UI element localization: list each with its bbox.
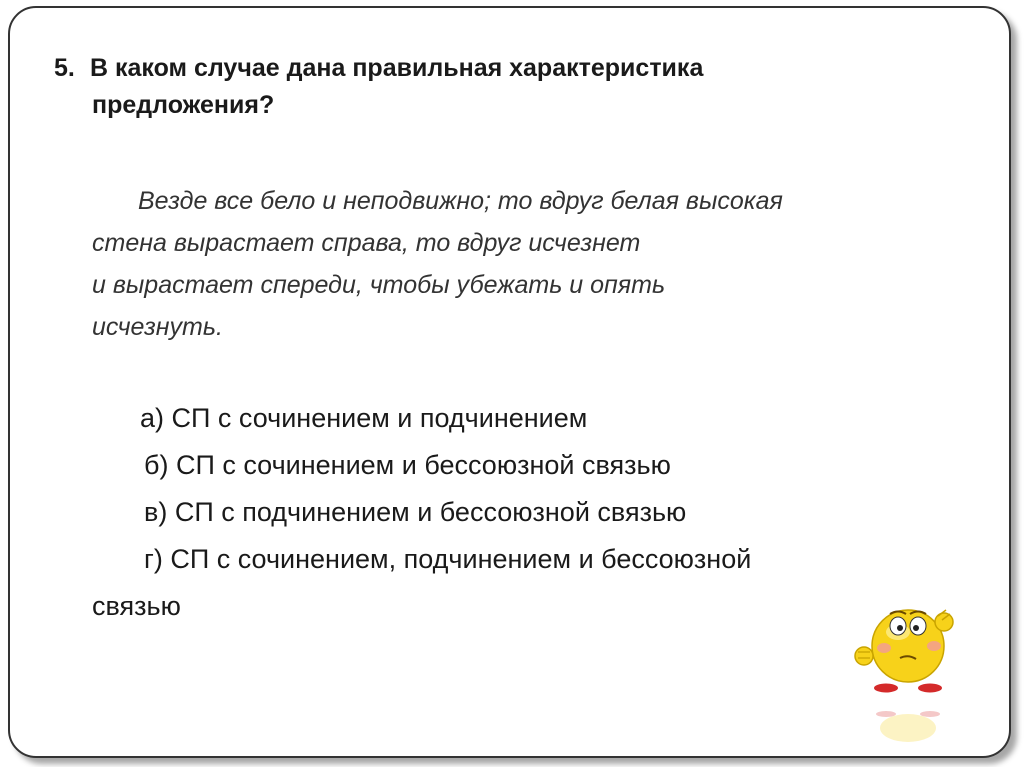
question — [54, 50, 914, 124]
excerpt — [92, 180, 962, 348]
excerpt-line-1: Везде все бело и неподвижно; то вдруг белая высокая — [138, 187, 783, 215]
excerpt-line-2: стена вырастает справа, то вдруг исчезнет — [92, 229, 641, 257]
question-number: 5. — [54, 54, 75, 82]
answer-option-d-line-2: связью — [92, 591, 181, 621]
answer-options — [92, 395, 972, 630]
answer-option-a: а) СП с сочинением и подчинением — [140, 403, 588, 433]
answer-option-b: б) СП с сочинением и бессоюзной связью — [144, 450, 671, 480]
excerpt-line-4: исчезнуть. — [92, 313, 223, 341]
answer-option-d-line-1: г) СП с сочинением, подчинением и бессоюзной — [144, 544, 752, 574]
question-text-line-1: В каком случае дана правильная характеристика — [90, 54, 704, 82]
question-text-line-2: предложения? — [92, 91, 275, 119]
thinking-smiley-icon — [846, 596, 966, 746]
excerpt-line-3: и вырастает спереди, чтобы убежать и опять — [92, 271, 666, 299]
answer-option-c: в) СП с подчинением и бессоюзной связью — [144, 497, 687, 527]
question-line-1 — [54, 50, 914, 87]
